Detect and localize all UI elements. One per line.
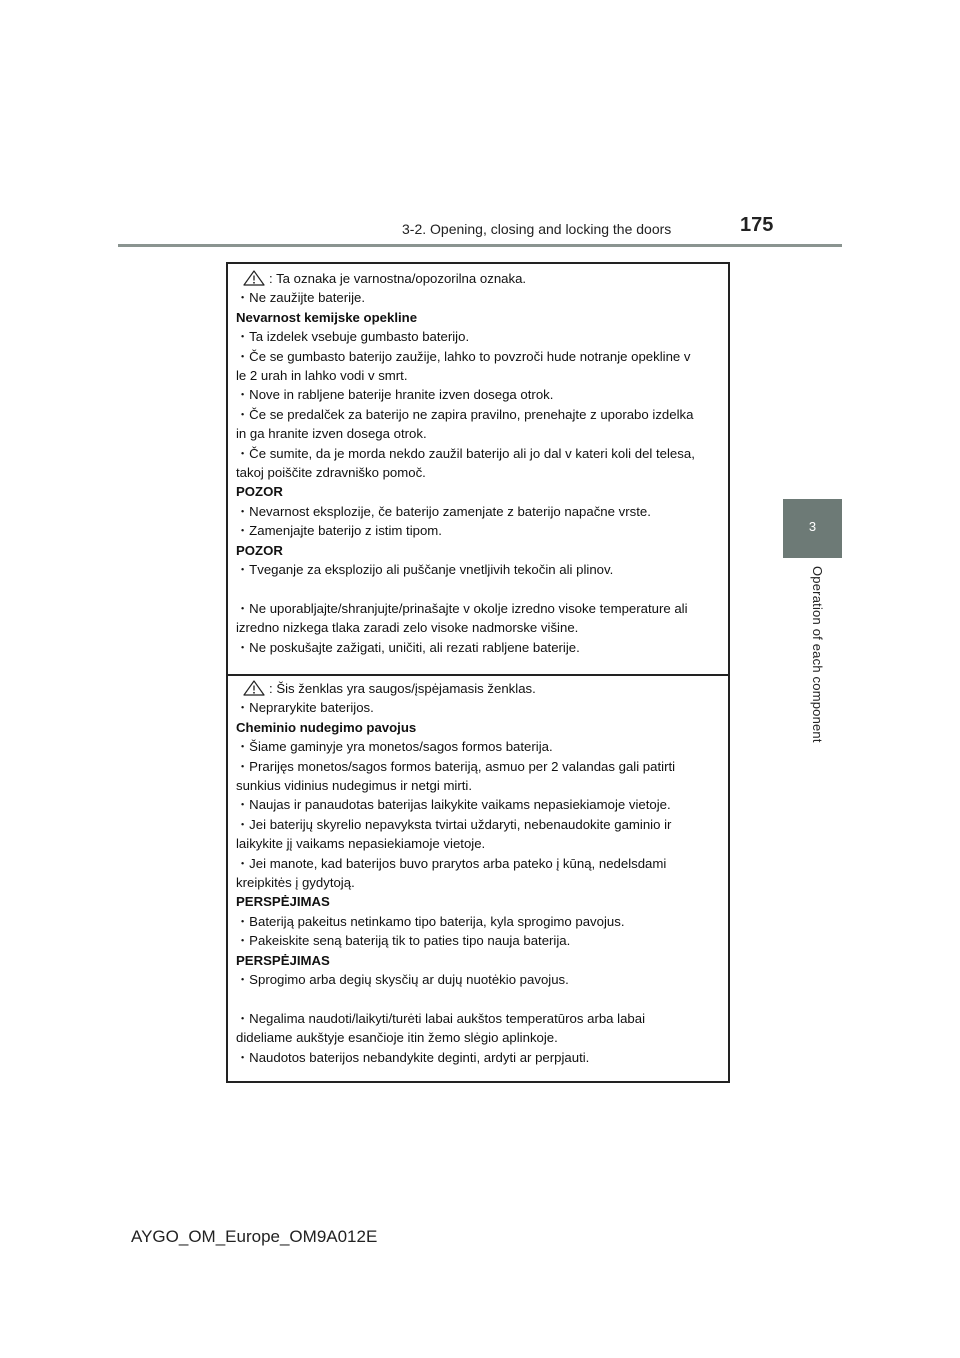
warning-lines [236,288,722,657]
table-row-divider [228,674,728,676]
symbol-line [236,679,722,698]
warning-text-line: takoj poiščite zdravniško pomoč. [236,465,426,481]
warning-text-line: laikykite jį vaikams nepasiekiamoje vietoje. [236,836,486,852]
warning-cell-lithuanian [228,679,728,1079]
warning-text-line: ・Če se gumbasto baterijo zaužije, lahko to povzroči hude notranje opekline v [236,348,691,364]
warning-text-line: kreipkitės į gydytoją. [236,875,355,891]
warning-text-line: ・Pakeiskite seną bateriją tik to paties tipo nauja baterija. [236,933,571,949]
warning-cell-slovenian [228,269,728,674]
warning-text-line: ・Nove in rabljene baterije hranite izven dosega otrok. [236,387,554,403]
warning-text-line: ・Nevarnost eksplozije, če baterijo zamenjate z baterijo napačne vrste. [236,503,651,519]
warning-text-line: ・Tveganje za eksplozijo ali puščanje vnetljivih tekočin ali plinov. [236,562,614,578]
warning-text-line: ・Naujas ir panaudotas baterijas laikykite vaikams nepasiekiamoje vietoje. [236,797,671,813]
warning-heading: PERSPĖJIMAS [236,952,330,968]
warning-text-line: le 2 urah in lahko vodi v smrt. [236,368,408,384]
warning-triangle-icon [243,270,265,286]
warning-text-line: ・Če se predalček za baterijo ne zapira pravilno, prenehajte z uporabo izdelka [236,406,694,422]
chapter-number: 3 [808,519,817,534]
warning-text-line: dideliame aukštyje esančioje itin žemo slėgio aplinkoje. [236,1030,558,1046]
battery-warning-table [226,262,730,1083]
chapter-tab [783,499,842,558]
warning-text-line: sunkius vidinius nudegimus ir netgi mirti. [236,778,473,794]
warning-heading: Cheminio nudegimo pavojus [236,719,417,735]
section-title: 3-2. Opening, closing and locking the doors [402,221,672,237]
warning-text-line: ・Ne zaužijte baterije. [236,290,366,306]
warning-text-line: izredno nizkega tlaka zaradi zelo visoke nadmorske višine. [236,620,579,636]
warning-text-line: ・Jei baterijų skyrelio nepavyksta tvirtai uždaryti, nebenaudokite gaminio ir [236,816,672,832]
warning-lines [236,698,722,1067]
warning-heading: PERSPĖJIMAS [236,894,330,910]
warning-heading: POZOR [236,484,283,500]
page-number: 175 [740,214,774,236]
warning-heading: POZOR [236,542,283,558]
warning-text-line: ・Ta izdelek vsebuje gumbasto baterijo. [236,329,470,345]
warning-text-line: ・Negalima naudoti/laikyti/turėti labai aukštos temperatūros arba labai [236,1010,646,1026]
blank-line [236,580,722,599]
warning-text-line: ・Sprogimo arba degių skysčių ar dujų nuotėkio pavojus. [236,972,569,988]
warning-text-line: ・Če sumite, da je morda nekdo zaužil baterijo ali jo dal v kateri koli del telesa, [236,445,695,461]
document-code: AYGO_OM_Europe_OM9A012E [131,1227,378,1246]
warning-text-line: ・Jei manote, kad baterijos buvo prarytos arba pateko į kūną, nedelsdami [236,855,667,871]
warning-triangle-icon [243,680,265,696]
header-divider [118,244,842,247]
warning-text-line: ・Neprarykite baterijos. [236,700,374,716]
blank-line [236,990,722,1009]
warning-text-line: in ga hranite izven dosega otrok. [236,426,427,442]
warning-text-line: ・Naudotos baterijos nebandykite deginti, ardyti ar perpjauti. [236,1049,590,1065]
warning-heading: Nevarnost kemijske opekline [236,309,418,325]
warning-text-line: ・Bateriją pakeitus netinkamo tipo baterija, kyla sprogimo pavojus. [236,913,625,929]
chapter-label: Operation of each component [810,566,825,743]
warning-text-line: ・Šiame gaminyje yra monetos/sagos formos baterija. [236,739,553,755]
warning-text-line: ・Ne uporabljajte/shranjujte/prinašajte v okolje izredno visoke temperature ali [236,600,688,616]
warning-text-line: ・Zamenjajte baterijo z istim tipom. [236,523,442,539]
symbol-meaning: : Šis ženklas yra saugos/įspėjamasis ženklas. [269,681,536,696]
warning-text-line: ・Prarijęs monetos/sagos formos bateriją, asmuo per 2 valandas gali patirti [236,758,676,774]
symbol-line [236,269,722,288]
symbol-meaning: : Ta oznaka je varnostna/opozorilna oznaka. [269,271,527,286]
warning-text-line: ・Ne poskušajte zažigati, uničiti, ali rezati rabljene baterije. [236,639,580,655]
